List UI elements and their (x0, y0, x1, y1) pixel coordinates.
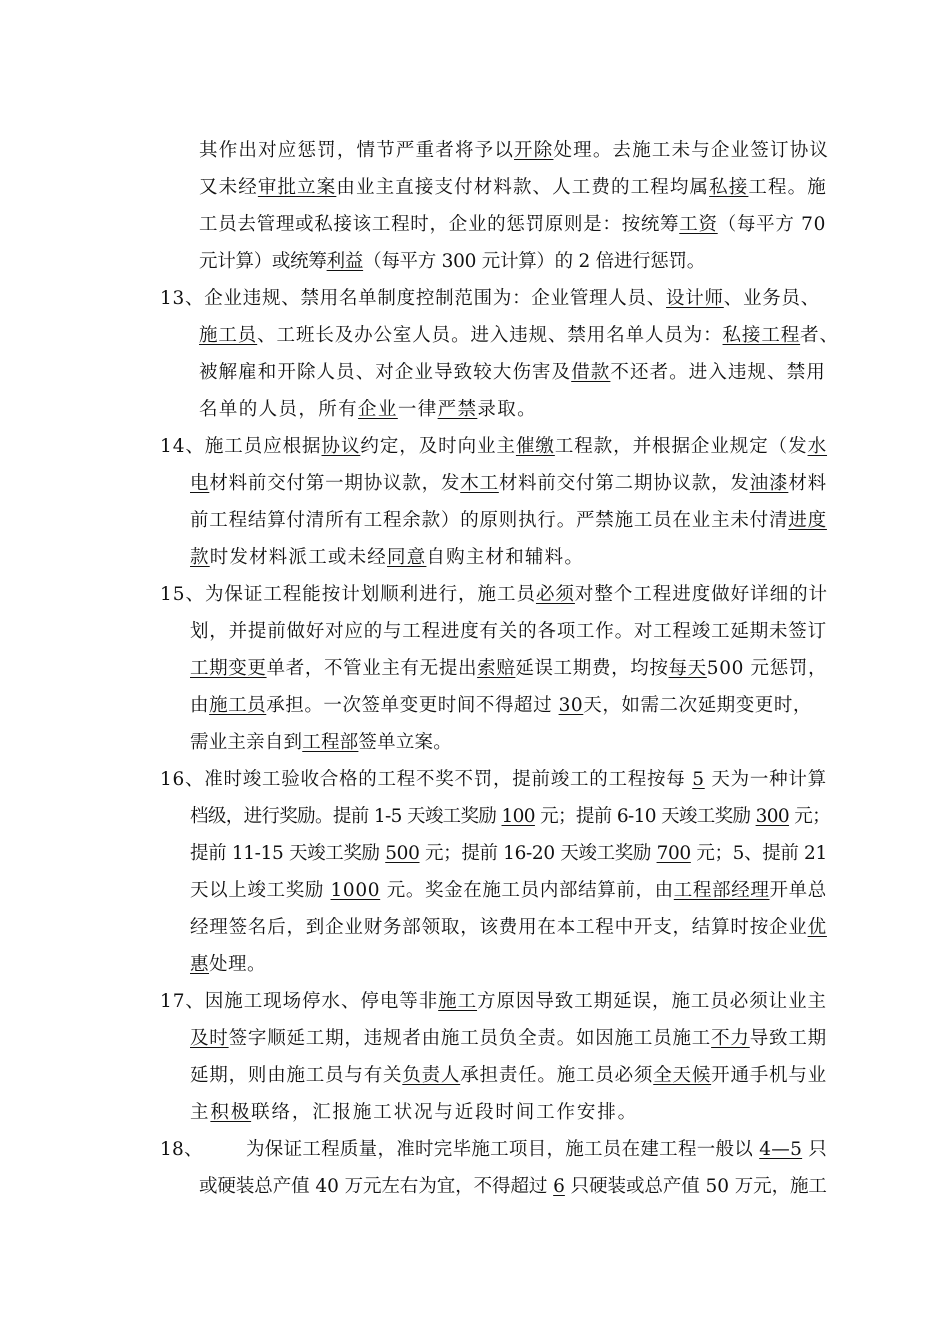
text-line (160, 582, 828, 608)
underlined-term: 工资 (679, 214, 718, 235)
text-segment: 档级，进行奖励。提前 1-5 天竣工奖励 (190, 806, 502, 827)
underlined-term: 电 (190, 473, 210, 494)
text-line (160, 989, 827, 1015)
text-segment: 经理签名后，到企业财务部领取，该费用在本工程中开支，结算时按企业 (190, 917, 808, 938)
text-segment: 15、为保证工程能按计划顺利进行，施工员 (160, 584, 536, 605)
text-segment: 17、因施工现场停水、停电等非 (160, 991, 439, 1012)
text-line (190, 1100, 638, 1126)
underlined-term: 企业 (358, 399, 398, 420)
underlined-term: 设计师 (666, 288, 724, 309)
underlined-term: 协议 (321, 436, 361, 457)
text-line (199, 138, 829, 164)
text-line (190, 878, 827, 904)
text-segment: 其作出对应惩罚，情节严重者将予以 (199, 140, 515, 161)
text-segment: 天以上竣工奖励 (190, 880, 331, 901)
underlined-term: 进度 (788, 510, 827, 531)
text-segment: 材料前交付第一期协议款，发 (209, 473, 461, 494)
underlined-term: 每天 (668, 658, 707, 679)
text-segment: 天，如需二次延期变更时， (583, 695, 812, 716)
underlined-term: 700 (656, 843, 691, 864)
text-segment: 16、准时竣工验收合格的工程不奖不罚，提前竣工的工程按每 (160, 769, 693, 790)
text-segment: （每平方 70 (717, 214, 827, 235)
text-segment: 不还者。进入违规、禁用 (610, 362, 826, 383)
text-segment: 元；提前 16-20 天竣工奖励 (419, 843, 657, 864)
text-line (190, 730, 452, 756)
text-segment: 者、 (800, 325, 839, 346)
text-segment: 主 (190, 1102, 211, 1123)
text-line (190, 1026, 827, 1052)
underlined-term: 及时 (190, 1028, 229, 1049)
text-segment: 被解雇和开除人员、对企业导致较大伤害及 (199, 362, 572, 383)
text-segment: 13、企业违规、禁用名单制度控制范围为：企业管理人员、 (160, 288, 667, 309)
text-line (199, 212, 826, 238)
underlined-term: 工期变更 (190, 658, 267, 679)
text-segment: 、业务员、 (723, 288, 820, 309)
text-segment: 时发材料派工或未经 (209, 547, 388, 568)
underlined-term: 必须 (535, 584, 575, 605)
text-segment: 签字顺延工期，违规者由施工员负全责。如因施工员施工 (228, 1028, 712, 1049)
text-segment: （每平方 300 元计算）的 2 倍进行惩罚。 (363, 251, 705, 272)
text-segment: 承担责任。施工员必须 (460, 1065, 654, 1086)
underlined-term: 催缴 (515, 436, 555, 457)
text-segment: 处理。 (209, 954, 267, 975)
text-segment: 材料 (788, 473, 827, 494)
underlined-term: 利益 (326, 251, 364, 272)
underlined-term: 款 (190, 547, 210, 568)
text-line (160, 434, 827, 460)
text-segment: 工员去管理或私接该工程时，企业的惩罚原则是：按统筹 (199, 214, 680, 235)
underlined-term: 施工 (438, 991, 478, 1012)
underlined-term: 积极 (210, 1102, 252, 1123)
text-segment: 联络，汇报施工状况与近段时间工作安排。 (251, 1102, 638, 1123)
underlined-term: 30 (558, 695, 584, 716)
text-line (190, 915, 827, 941)
text-segment: 工程。施 (748, 177, 827, 198)
text-segment: 导致工期 (749, 1028, 827, 1049)
text-segment: 天为一种计算 (704, 769, 827, 790)
text-segment: 又未经 (199, 177, 258, 198)
underlined-term: 严禁 (437, 399, 478, 420)
underlined-term: 审批立案 (257, 177, 337, 198)
text-line (199, 360, 826, 386)
underlined-term: 100 (501, 806, 535, 827)
text-segment: 元计算）或统筹 (199, 251, 327, 272)
text-line (199, 249, 705, 275)
text-line (190, 693, 812, 719)
text-segment: 只硬装或总产值 50 万元，施工 (564, 1176, 827, 1197)
underlined-term: 不力 (711, 1028, 750, 1049)
text-segment: 延误工期费，均按 (515, 658, 669, 679)
text-segment: 元； (789, 806, 830, 827)
underlined-term: 私接工程 (722, 325, 801, 346)
text-segment: 开单总 (769, 880, 827, 901)
text-segment: 、工班长及办公室人员。进入违规、禁用名单人员为： (257, 325, 723, 346)
text-segment: 处理。去施工未与企业签订协议 (553, 140, 830, 161)
text-segment: 需业主亲自到 (190, 732, 303, 753)
text-segment: 录取。 (477, 399, 537, 420)
underlined-term: 优 (807, 917, 827, 938)
underlined-term: 惠 (190, 954, 210, 975)
underlined-term: 施工员 (209, 695, 267, 716)
text-segment: 500 元惩罚， (706, 658, 828, 679)
text-segment: 单者，不管业主有无提出 (266, 658, 478, 679)
underlined-term: 开除 (514, 140, 554, 161)
text-line (190, 804, 830, 830)
text-line (199, 1174, 827, 1200)
underlined-term: 水 (807, 436, 828, 457)
text-line (190, 656, 827, 682)
underlined-term: 全天候 (653, 1065, 712, 1086)
text-line (199, 397, 537, 423)
text-segment: 元；5、提前 21 (690, 843, 827, 864)
underlined-term: 同意 (387, 547, 427, 568)
text-segment: 元。奖金在施工员内部结算前，由 (380, 880, 674, 901)
text-segment: 工程款，并根据企业规定（发 (554, 436, 808, 457)
underlined-term: 私接 (709, 177, 749, 198)
text-segment: 材料前交付第二期协议款，发 (498, 473, 750, 494)
text-segment: 提前 11-15 天竣工奖励 (190, 843, 386, 864)
text-segment: 只 (802, 1139, 828, 1160)
text-segment: 由 (190, 695, 210, 716)
text-segment: 延期，则由施工员与有关 (190, 1065, 403, 1086)
underlined-term: 索赔 (477, 658, 516, 679)
underlined-term: 木工 (460, 473, 499, 494)
text-segment: 一律 (397, 399, 438, 420)
text-segment: 开通手机与业 (711, 1065, 827, 1086)
text-line (190, 1063, 827, 1089)
text-segment: 14、施工员应根据 (160, 436, 322, 457)
text-line (190, 508, 827, 534)
underlined-term: 油漆 (749, 473, 789, 494)
underlined-term: 借款 (571, 362, 611, 383)
underlined-term: 500 (385, 843, 420, 864)
underlined-term: 工程部经理 (673, 880, 770, 901)
underlined-term: 工程部 (302, 732, 359, 753)
text-line (160, 767, 827, 793)
text-segment: 前工程结算付清所有工程余款）的原则执行。严禁施工员在业主未付清 (190, 510, 789, 531)
text-segment: 18、 为保证工程质量，准时完毕施工项目，施工员在建工程一般以 (160, 1139, 760, 1160)
text-segment: 对整个工程进度做好详细的计 (574, 584, 829, 605)
underlined-term: 5 (692, 769, 705, 790)
text-segment: 由业主直接支付材料款、人工费的工程均属 (336, 177, 710, 198)
underlined-term: 4—5 (759, 1139, 803, 1160)
underlined-term: 施工员 (199, 325, 258, 346)
text-line (160, 286, 820, 312)
text-segment: 约定，及时向业主 (360, 436, 516, 457)
text-line (190, 841, 827, 867)
text-segment: 自购主材和辅料。 (426, 547, 585, 568)
text-line (199, 323, 839, 349)
text-segment: 名单的人员，所有 (199, 399, 359, 420)
text-line (190, 952, 266, 978)
underlined-term: 1000 (330, 880, 381, 901)
text-line (190, 545, 584, 571)
text-segment: 元；提前 6-10 天竣工奖励 (534, 806, 756, 827)
text-line (199, 175, 827, 201)
text-segment: 方原因导致工期延误，施工员必须让业主 (477, 991, 827, 1012)
text-line (190, 471, 827, 497)
underlined-term: 6 (553, 1176, 565, 1197)
text-segment: 划，并提前做好对应的与工程进度有关的各项工作。对工程竣工延期未签订 (190, 621, 827, 642)
underlined-term: 负责人 (402, 1065, 461, 1086)
text-line (160, 1137, 827, 1163)
text-segment: 或硬装总产值 40 万元左右为宜，不得超过 (199, 1176, 554, 1197)
underlined-term: 300 (755, 806, 790, 827)
text-segment: 承担。一次签单变更时间不得超过 (266, 695, 559, 716)
text-line (190, 619, 827, 645)
text-segment: 签单立案。 (358, 732, 452, 753)
